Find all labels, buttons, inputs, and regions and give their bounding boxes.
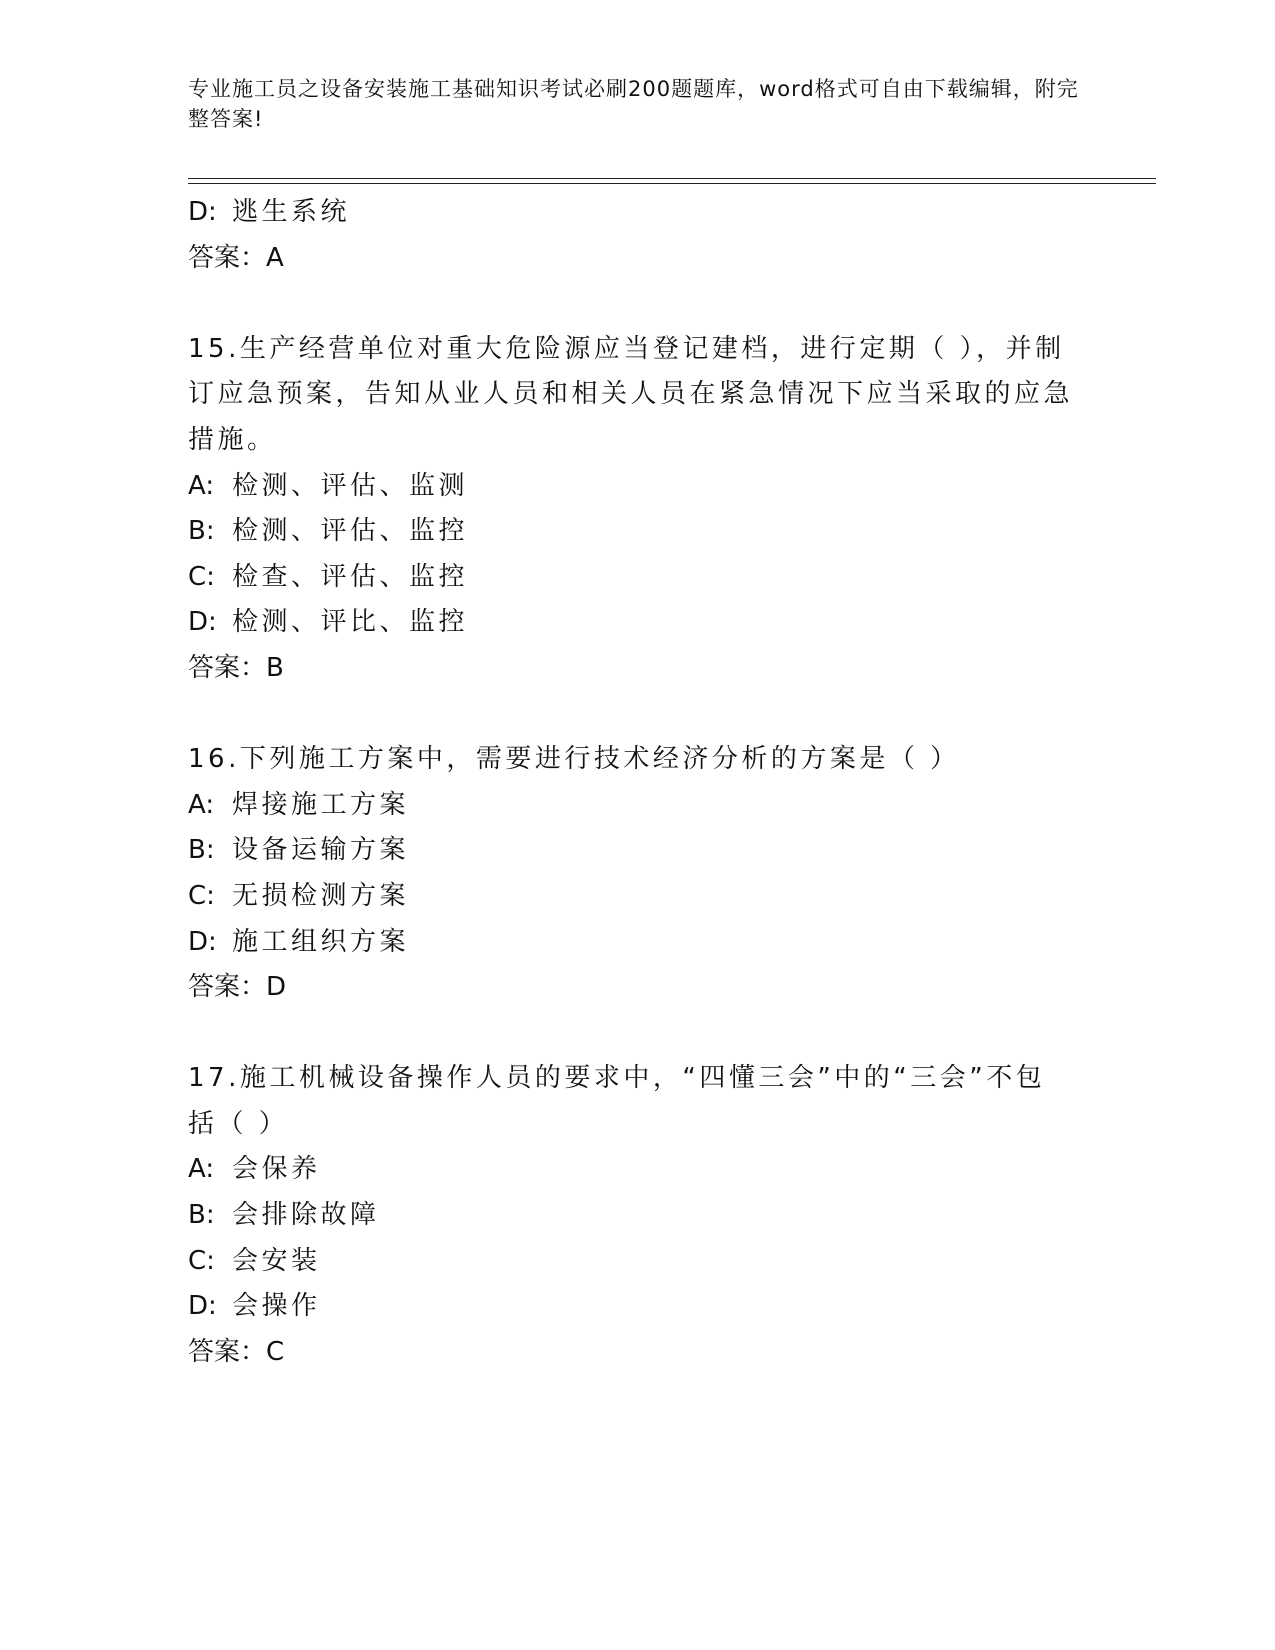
option-letter: A:: [188, 1154, 215, 1185]
option-c: [188, 555, 1088, 601]
question-15: [188, 327, 1088, 692]
option-letter: D:: [188, 926, 217, 957]
answer-line: [188, 1330, 1088, 1376]
option-d: [188, 600, 1088, 646]
option-c: [188, 1239, 1088, 1285]
answer-line: [188, 236, 1088, 282]
question-stem-line: 措施。: [188, 424, 277, 455]
question-stem-line: 17.施工机械设备操作人员的要求中，“四懂三会”中的“三会”不包: [188, 1063, 1046, 1094]
question-stem-line: 16.下列施工方案中，需要进行技术经济分析的方案是（ ）: [188, 744, 960, 775]
option-a: [188, 464, 1088, 510]
option-letter: A:: [188, 470, 215, 501]
option-letter: B:: [188, 835, 215, 866]
option-text: 会操作: [232, 1291, 321, 1322]
option-d: [188, 1284, 1088, 1330]
option-text: 施工组织方案: [232, 926, 410, 957]
option-letter: B:: [188, 516, 215, 547]
option-text: 检查、评估、监控: [232, 561, 469, 592]
question-stem-line: 订应急预案，告知从业人员和相关人员在紧急情况下应当采取的应急: [188, 379, 1074, 410]
option-text: 设备运输方案: [232, 835, 410, 866]
option-letter: C:: [188, 561, 215, 592]
question-content: [188, 190, 1088, 1375]
answer-line: [188, 965, 1088, 1011]
question-stem-line: 15.生产经营单位对重大危险源应当登记建档，进行定期（ ），并制: [188, 333, 1065, 364]
option-a: [188, 1147, 1088, 1193]
option-letter: B:: [188, 1200, 215, 1231]
option-letter: D:: [188, 607, 217, 638]
option-text: 逃生系统: [232, 197, 351, 227]
header-divider-secondary: [188, 183, 1156, 184]
option-text: 检测、评比、监控: [232, 607, 469, 638]
page-header: 专业施工员之设备安装施工基础知识考试必刷200题题库，word格式可自由下载编辑，附完整答案!: [188, 77, 1079, 131]
answer-line: [188, 646, 1088, 692]
answer-label: 答案：: [188, 1336, 267, 1367]
option-letter: D:: [188, 1291, 217, 1322]
option-letter: C:: [188, 1245, 215, 1276]
question-stem-line: 括（ ）: [188, 1108, 289, 1139]
option-letter: D:: [188, 197, 217, 227]
option-b: [188, 1193, 1088, 1239]
spacer: [188, 281, 1088, 327]
question-17: [188, 1056, 1088, 1375]
option-b: [188, 828, 1088, 874]
spacer: [188, 1011, 1088, 1057]
option-text: 会保养: [232, 1154, 321, 1185]
header-divider: [188, 178, 1156, 179]
question-16: [188, 737, 1088, 1011]
answer-value: C: [266, 1336, 288, 1367]
option-text: 检测、评估、监控: [232, 516, 469, 547]
answer-value: A: [266, 242, 288, 273]
option-letter: C:: [188, 880, 215, 911]
answer-label: 答案：: [188, 652, 267, 683]
answer-label: 答案：: [188, 972, 267, 1003]
option-c: [188, 874, 1088, 920]
option-a: [188, 783, 1088, 829]
option-text: 焊接施工方案: [232, 789, 410, 820]
option-text: 会排除故障: [232, 1200, 380, 1231]
answer-label: 答案：: [188, 242, 267, 273]
previous-question: [188, 190, 1088, 281]
option-letter: A:: [188, 789, 215, 820]
option-b: [188, 509, 1088, 555]
option-text: 无损检测方案: [232, 880, 410, 911]
option-text: 会安装: [232, 1245, 321, 1276]
answer-value: B: [266, 652, 288, 683]
option-text: 检测、评估、监测: [232, 470, 469, 501]
answer-value: D: [266, 972, 290, 1003]
option-d: [188, 190, 1088, 236]
option-d: [188, 920, 1088, 966]
spacer: [188, 692, 1088, 738]
